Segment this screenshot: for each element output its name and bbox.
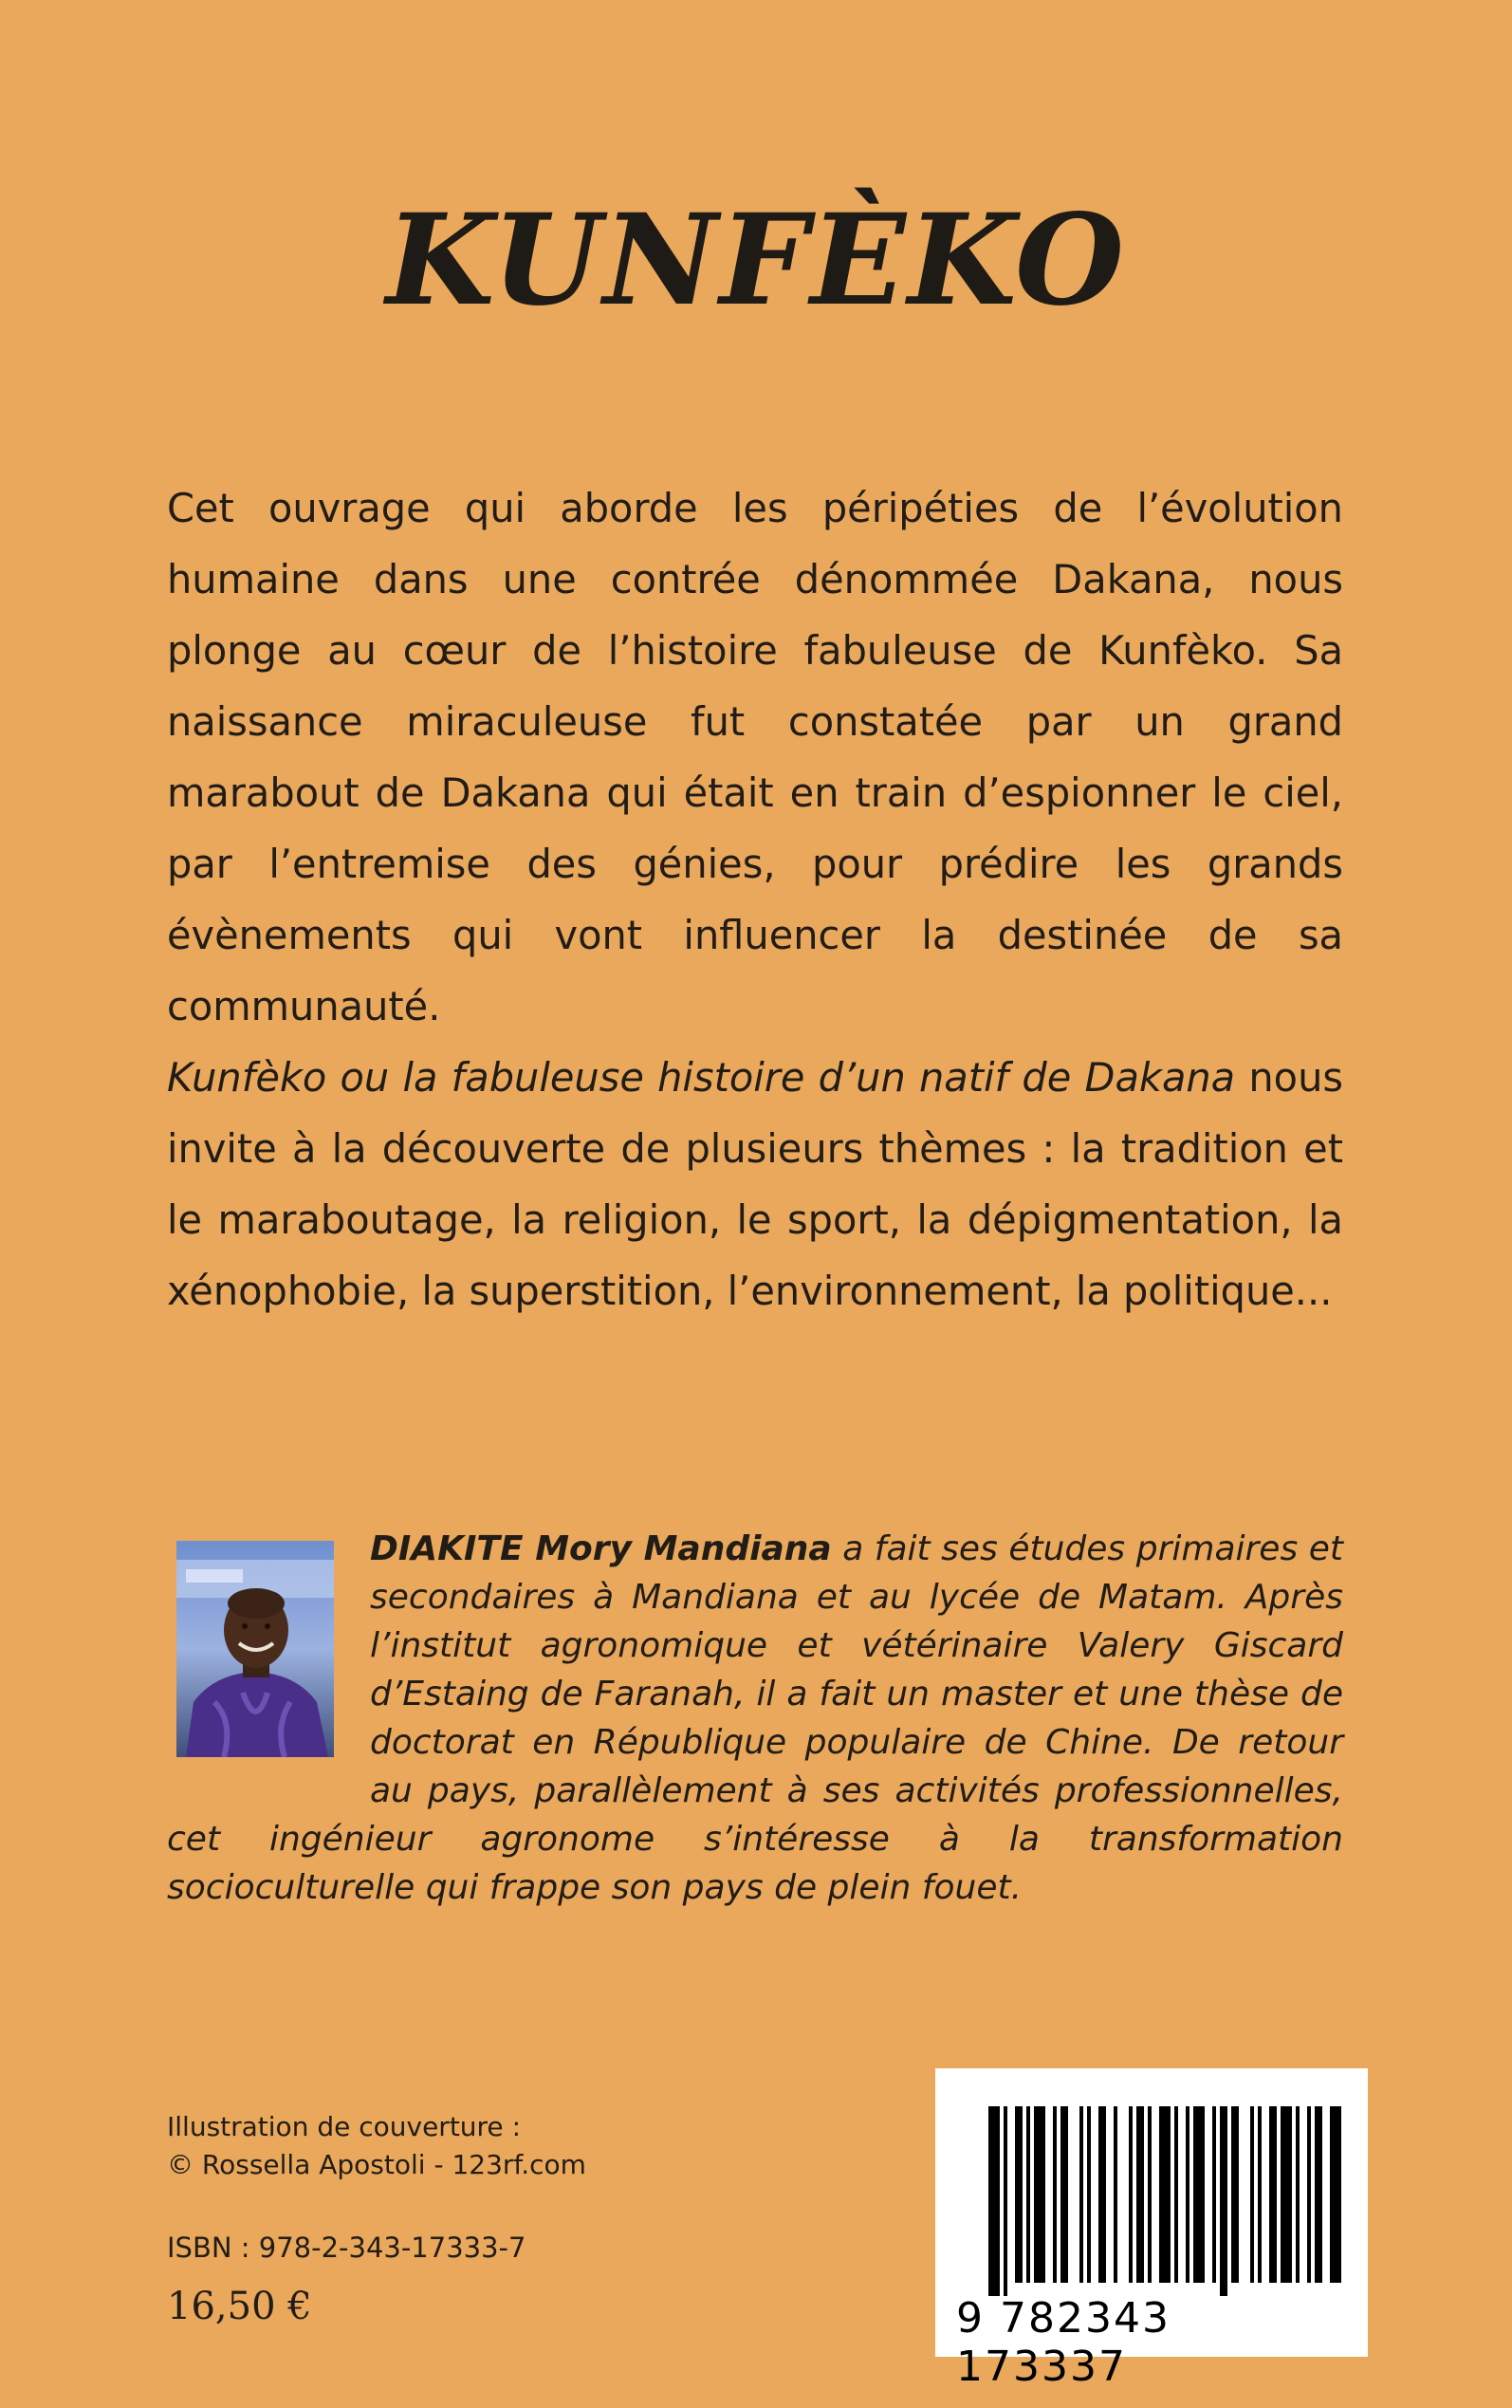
barcode-bar (1060, 2106, 1068, 2283)
credits-label: Illustration de couverture : (167, 2111, 521, 2142)
isbn: ISBN : 978-2-343-17333-7 (167, 2232, 526, 2264)
photo-wrap-spacer (167, 1525, 370, 1809)
barcode-bar (1231, 2106, 1239, 2283)
barcode-bar (1212, 2106, 1216, 2283)
barcode-number: 9 782343 173337 (956, 2294, 1171, 2391)
barcode-bar (1079, 2106, 1083, 2283)
barcode-bar (1136, 2106, 1144, 2283)
barcode-bar (1269, 2106, 1277, 2283)
barcode-bar (1315, 2106, 1322, 2283)
barcode-bar (1114, 2106, 1117, 2283)
barcode-bar (1174, 2106, 1178, 2283)
blurb-book-full-title: Kunfèko ou la fabuleuse histoire d’un natif de Dakana (167, 1054, 1236, 1101)
cover-illustration-credits (167, 2108, 831, 2184)
book-title: KUNFÈKO (385, 187, 1127, 334)
book-blurb (167, 472, 1343, 1326)
barcode-bar (1034, 2106, 1045, 2283)
barcode-bar (988, 2106, 1000, 2296)
barcode-bar (1186, 2106, 1189, 2283)
blurb-paragraph-1: Cet ouvrage qui aborde les péripéties de l’évolution humaine dans une contrée dénommée Dakana, nous plonge au cœur de l’histoire fabuleuse de Kunfèko. Sa naissance miraculeuse fut constatée par un grand marabout de Dakana qui était en train d’espionner le ciel, par l’entremise des génies, pour prédire les grands évènements qui vont influencer la destinée de sa communauté. (167, 485, 1343, 1029)
author-name: DIAKITE Mory Mandiana (370, 1529, 832, 1568)
barcode-bar (1004, 2106, 1007, 2296)
author-bio (167, 1525, 1343, 1912)
barcode-bar (1015, 2106, 1023, 2283)
barcode-bar (1026, 2106, 1030, 2283)
blurb-paragraph-2-text: nous invite à la découverte de plusieurs thèmes : la tradition et le maraboutage, la religion, le sport, la dépigmentation, la xénophobie, la superstition, l’environnement, la politique... (167, 1054, 1343, 1314)
price: 16,50 € (167, 2285, 312, 2328)
barcode-bar (1053, 2106, 1057, 2283)
barcode-bar (1307, 2106, 1311, 2283)
barcode-bar (1281, 2106, 1292, 2283)
barcode-bar (1148, 2106, 1152, 2283)
blurb-paragraph-2 (167, 1042, 1343, 1326)
barcode-bar (1193, 2106, 1205, 2283)
barcode-bar (1330, 2106, 1341, 2283)
credits-source: © Rossella Apostoli - 123rf.com (167, 2149, 586, 2180)
barcode-bar (1296, 2106, 1300, 2283)
barcode-bar (1159, 2106, 1171, 2283)
barcode-bar (1087, 2106, 1091, 2283)
barcode-bar (1098, 2106, 1106, 2283)
author-bio-text: a fait ses études primaires et secondaires à Mandiana et au lycée de Matam. Après l’institut agronomique et vétérinaire Valery Giscard d’Estaing de Faranah, il a fait un master et une thèse de doctorat en République populaire de Chine. De retour au pays, parallèlement à ses activités professionnelles, cet ingénieur agronome s’intéresse à la transformation socioculturelle qui frappe son pays de plein fouet. (167, 1529, 1343, 1907)
barcode-bar (1220, 2106, 1227, 2296)
barcode-bar (1258, 2106, 1262, 2283)
barcode-bar (1129, 2106, 1133, 2283)
barcode-bar (1250, 2106, 1254, 2283)
barcode-panel (935, 2068, 1368, 2391)
